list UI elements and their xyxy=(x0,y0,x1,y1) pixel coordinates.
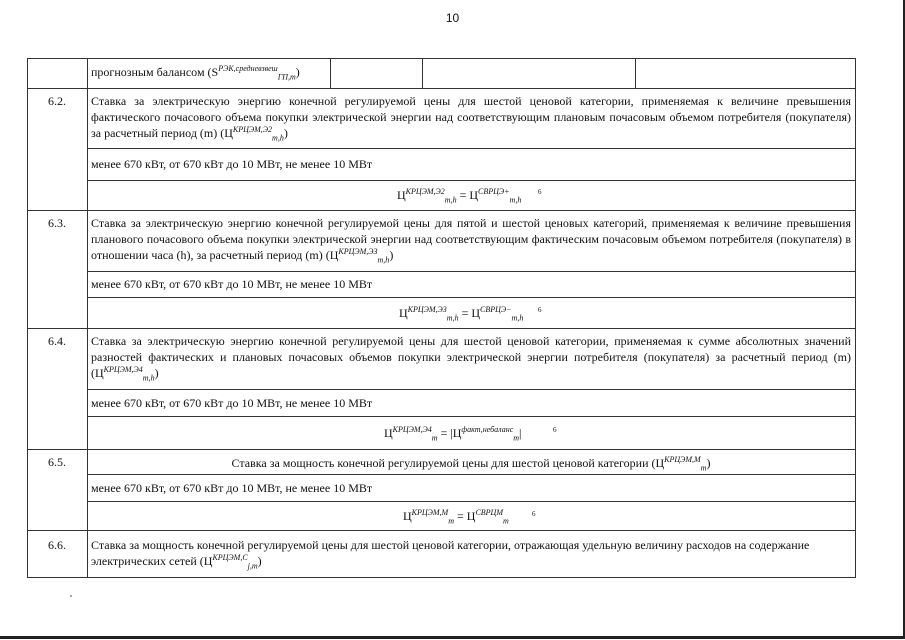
power-range-text: менее 670 кВт, от 670 кВт до 10 МВт, не менее 10 МВт xyxy=(91,277,373,291)
row-number: 6.2. xyxy=(48,94,66,108)
row-number: 6.4. xyxy=(48,334,66,348)
formula-footnote: 6 xyxy=(538,188,542,196)
row-divider xyxy=(87,501,856,502)
row-divider xyxy=(27,58,856,59)
page-number: 10 xyxy=(445,11,460,25)
row-divider xyxy=(27,328,856,329)
row-divider xyxy=(87,148,856,149)
row-description: Ставка за электрическую энергию конечной регулируемой цены для шестой ценовой категории, применяемая к величине превышения фактического почасового объема покупки электрической энергии над соответствующим плановым почасовым объемом потребителя (покупателя) за расчетный период (m) $(Ц^{КРЦЭМ,Э2}_{m,h})$ xyxy=(91,94,851,143)
column-divider xyxy=(422,58,423,88)
power-range-text: менее 670 кВт, от 670 кВт до 10 МВт, не менее 10 МВт xyxy=(91,157,373,171)
formula-footnote: 6 xyxy=(553,426,557,434)
row-divider xyxy=(27,210,856,211)
table-border-bottom xyxy=(27,577,856,578)
power-range-text: менее 670 кВт, от 670 кВт до 10 МВт, не менее 10 МВт xyxy=(91,396,373,410)
row-divider xyxy=(27,530,856,531)
formula: $Ц^{КРЦЭМ,М}_m = Ц^{СВРЦМ}_m$ xyxy=(403,508,509,526)
tariff-table xyxy=(27,58,856,578)
row-divider xyxy=(27,88,856,89)
row-number: 6.6. xyxy=(48,538,66,552)
row-description: Ставка за электрическую энергию конечной регулируемой цены для пятой и шестой ценовых категорий, применяемая к величине превышения планового почасового объема покупки электрической энергии над соответствующим фактическим почасовым объемом потребителя (покупателя) в отношении часа (h), за расчетный период (m) $(Ц^{КРЦЭМ,Э3}_{m,h})$ xyxy=(91,216,851,265)
row-divider xyxy=(87,389,856,390)
column-divider xyxy=(330,58,331,88)
row-divider xyxy=(87,180,856,181)
row-divider xyxy=(27,449,856,450)
row-description: Ставка за мощность конечной регулируемой цены для шестой ценовой категории, отражающая удельную величину расходов на содержание электрических сетей $(Ц^{КРЦЭМ,С}_{j,m})$ xyxy=(91,538,810,571)
formula: $Ц^{КРЦЭМ,Э3}_{m,h} = Ц^{СВРЦЭ-}_{m,h}$ xyxy=(399,305,524,323)
row-number: 6.5. xyxy=(48,455,66,469)
formula-footnote: 6 xyxy=(532,510,536,518)
formula-footnote: 6 xyxy=(538,306,542,314)
scan-speck xyxy=(70,595,72,597)
formula: $Ц^{КРЦЭМ,Э2}_{m,h} = Ц^{СВРЦЭ+}_{m,h}$ xyxy=(397,187,522,205)
row-number: 6.3. xyxy=(48,216,66,230)
power-range-text: менее 670 кВт, от 670 кВт до 10 МВт, не менее 10 МВт xyxy=(91,481,373,495)
column-divider xyxy=(635,58,636,88)
table-border-right xyxy=(855,58,856,578)
row-divider xyxy=(87,416,856,417)
row-divider xyxy=(87,271,856,272)
table-border-left xyxy=(27,58,28,578)
row-divider xyxy=(87,297,856,298)
row-description: Ставка за электрическую энергию конечной регулируемой цены для шестой ценовой категории, применяемая к сумме абсолютных значений разностей фактических и плановых почасовых объемов покупки электрической энергии потребителя (покупателя) за расчетный период (m) $(Ц^{КРЦЭМ,Э4}_{m,h})$ xyxy=(91,334,851,383)
row-description: Ставка за мощность конечной регулируемой цены для шестой ценовой категории $(Ц^{КРЦЭМ,М}_m)$ xyxy=(231,455,711,473)
continuation-text: прогнозным балансом $(S^{РЭК,средневзвеш}_{ГП,m})$ xyxy=(91,64,300,82)
formula: $Ц^{КРЦЭМ,Э4}_m = |Ц^{факт,небаланс}_m|$ xyxy=(384,425,522,443)
column-divider xyxy=(87,58,88,578)
row-divider xyxy=(87,474,856,475)
